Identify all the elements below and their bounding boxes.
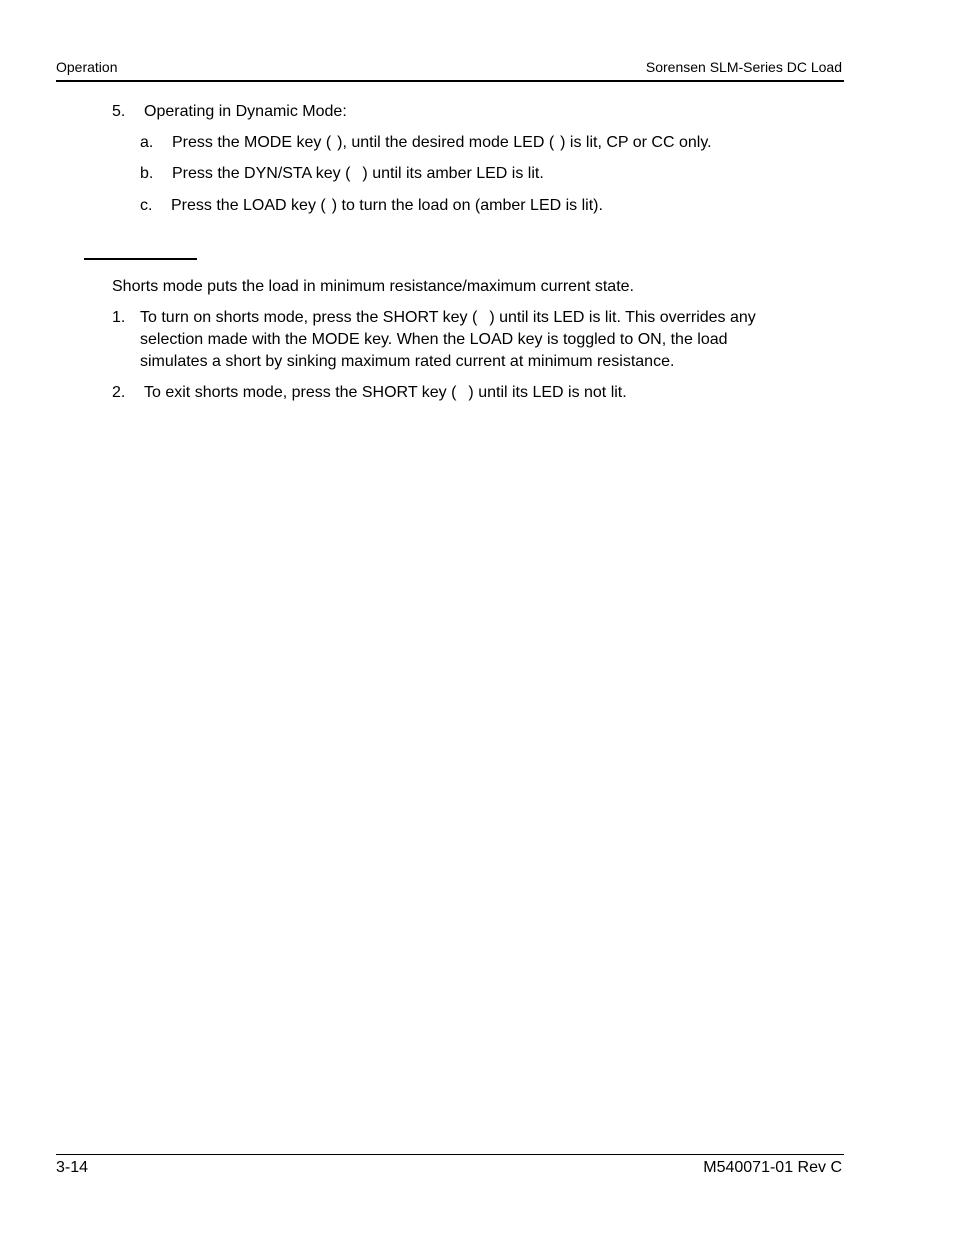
- step-title: Operating in Dynamic Mode:: [144, 103, 347, 120]
- substep-a: [140, 132, 712, 154]
- shorts-item-2: [112, 382, 627, 404]
- substep-text: ), until the desired mode LED (: [337, 134, 555, 151]
- substep-c: [140, 195, 603, 217]
- footer-document-id: M540071-01 Rev C: [703, 1159, 842, 1176]
- footer-page-number: 3-14: [56, 1159, 89, 1176]
- shorts-item-1-line-1: [112, 307, 756, 329]
- substep-text: Press the LOAD key (: [171, 197, 326, 214]
- substep-b: [140, 163, 544, 185]
- item-text: To turn on shorts mode, press the SHORT key (: [140, 309, 478, 326]
- header-section-title: Operation: [56, 59, 118, 75]
- item-text: To exit shorts mode, press the SHORT key (: [144, 384, 457, 401]
- item-number: 1.: [112, 309, 126, 326]
- substep-letter: c.: [140, 197, 153, 214]
- item-text: ) until its LED is lit. This overrides any: [489, 309, 756, 326]
- substep-letter: a.: [140, 134, 154, 151]
- shorts-item-1-line-3: simulates a short by sinking maximum rated current at minimum resistance.: [140, 353, 675, 370]
- step-number: 5.: [112, 103, 126, 120]
- substep-text: ) to turn the load on (amber LED is lit).: [331, 197, 603, 214]
- shorts-item-1-line-2: selection made with the MODE key. When the LOAD key is toggled to ON, the load: [140, 331, 728, 348]
- item-number: 2.: [112, 384, 126, 401]
- section-heading-rule: [84, 258, 197, 260]
- substep-text: Press the DYN/STA key (: [172, 165, 351, 182]
- substep-text: Press the MODE key (: [172, 134, 332, 151]
- substep-text: ) is lit, CP or CC only.: [560, 134, 712, 151]
- substep-text: ) until its amber LED is lit.: [362, 165, 544, 182]
- substep-letter: b.: [140, 165, 154, 182]
- shorts-intro: Shorts mode puts the load in minimum resistance/maximum current state.: [112, 278, 634, 295]
- footer-rule: [56, 1154, 844, 1155]
- header-manual-title: Sorensen SLM-Series DC Load: [645, 59, 842, 75]
- step-5: [112, 101, 347, 123]
- item-text: ) until its LED is not lit.: [468, 384, 627, 401]
- header-rule: [56, 80, 844, 82]
